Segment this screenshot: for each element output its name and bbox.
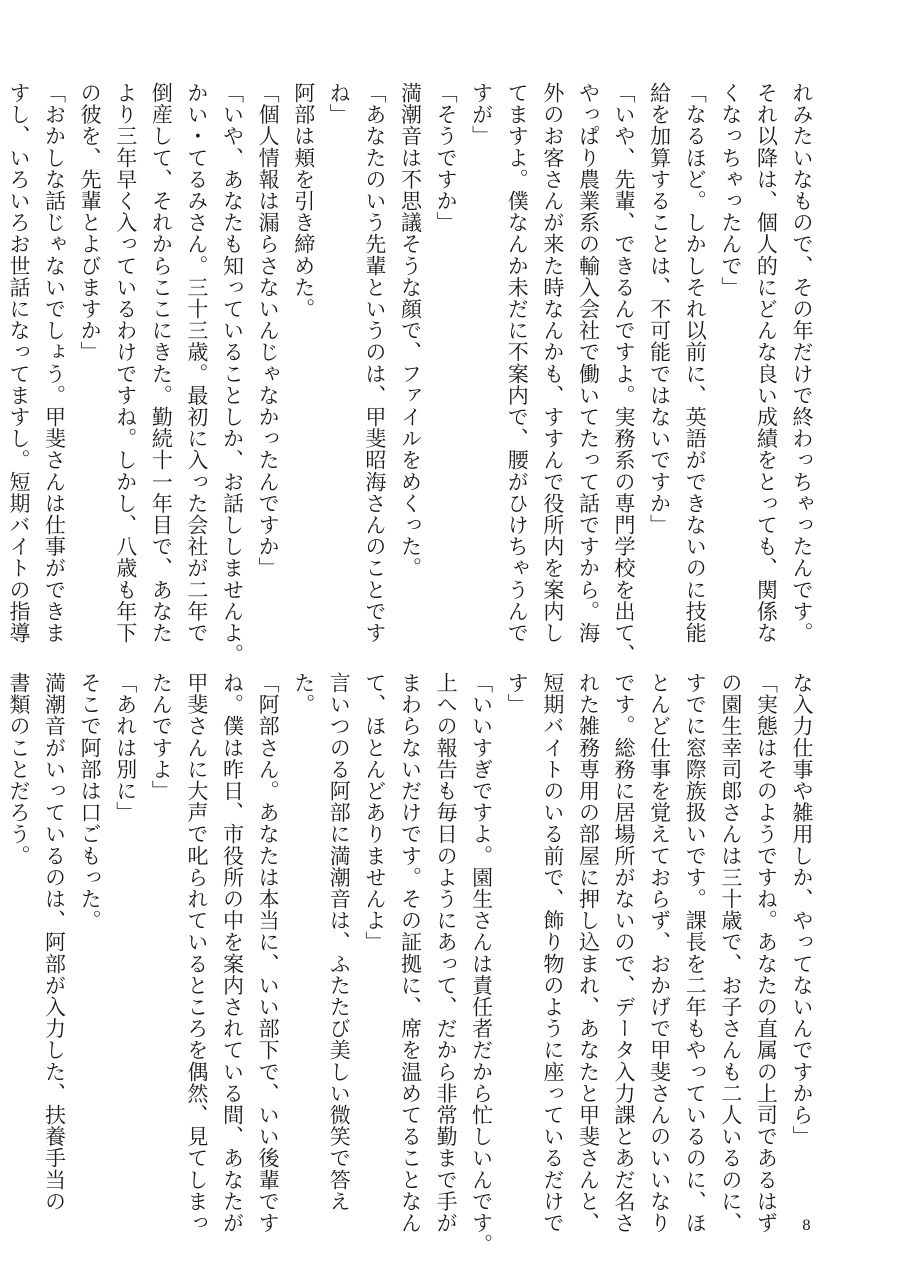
text-line: 「なるほど。しかしそれ以前に、英語ができないのに技能	[683, 82, 708, 644]
text-line: そこで阿部は口ごもった。	[78, 672, 103, 932]
text-line: 甲斐さんに大声で叱られているところを偶然、見てしまっ	[184, 672, 209, 1234]
text-line: 「実態はそのようですね。あなたの直属の上司であるはず	[754, 672, 779, 1234]
text-line: す」	[505, 672, 530, 716]
text-line: より三年早く入っているわけですね。しかし、八歳も年下	[113, 82, 138, 644]
text-line: ね」	[327, 82, 352, 126]
text-line: かい・てるみさん。三十三歳。最初に入った会社が二年で	[184, 82, 209, 644]
text-line: 「おかしな話じゃないでしょう。甲斐さんは仕事ができま	[42, 82, 67, 644]
text-line: の園生幸司郎さんは三十歳で、お子さんも二人いるのに、	[718, 672, 743, 1234]
text-line: たんですよ」	[149, 672, 174, 802]
text-line: て、ほとんどありませんよ」	[362, 672, 387, 953]
text-line: 「いや、あなたも知っていることしか、お話ししませんよ。	[220, 82, 245, 666]
text-line: 「あれは別に」	[113, 672, 138, 824]
lower-text-block	[6, 672, 819, 1256]
text-line: 「いいすぎですよ。園生さんは責任者だから忙しいんです。	[469, 672, 494, 1256]
text-line: 満潮音がいっているのは、阿部が入力した、扶養手当の	[42, 672, 67, 1212]
text-line: 給を加算することは、不可能ではないですか」	[647, 82, 672, 536]
page-number: 8	[802, 1218, 811, 1234]
text-line: 「個人情報は漏らさないんじゃなかったんですか」	[256, 82, 281, 579]
text-line: 短期バイトのいる前で、飾り物のように座っているだけで	[540, 672, 565, 1234]
text-line: の彼を、先輩とよびますか」	[78, 82, 103, 363]
text-line: まわらないだけです。その証拠に、席を温めてることなん	[398, 672, 423, 1234]
text-line: すが」	[469, 82, 494, 147]
text-line: てますよ。僕なんか未だに不案内で、腰がひけちゃうんで	[505, 82, 530, 644]
text-line: すでに窓際族扱いです。課長を二年もやっているのに、ほ	[683, 672, 708, 1234]
text-line: 倒産して、それからここにきた。勤続十一年目で、あなた	[149, 82, 174, 644]
text-line: 「いや、先輩、できるんですよ。実務系の専門学校を出て、	[612, 82, 637, 666]
text-line: 「阿部さん。あなたは本当に、いい部下で、いい後輩です	[256, 672, 281, 1234]
text-line: 阿部は頬を引き締めた。	[291, 82, 316, 320]
text-line: た。	[291, 672, 316, 716]
text-line: 外のお客さんが来た時なんかも、すすんで役所内を案内し	[540, 82, 565, 644]
text-line: ね。僕は昨日、市役所の中を案内されている間、あなたが	[220, 672, 245, 1234]
text-line: 「そうですか」	[434, 82, 459, 234]
text-line: 満潮音は不思議そうな顔で、ファイルをめくった。	[398, 82, 423, 579]
text-line: 上への報告も毎日のようにあって、だから非常勤まで手が	[434, 672, 459, 1234]
upper-text-block	[6, 82, 819, 666]
text-line: とんど仕事を覚えておらず、おかげで甲斐さんのいいなり	[647, 672, 672, 1234]
text-line: 書類のことだろう。	[6, 672, 31, 867]
text-line: れた雑務専用の部屋に押し込まれ、あなたと甲斐さんと、	[576, 672, 601, 1234]
text-line: すし、いろいろお世話になってますし。短期バイトの指導	[6, 82, 31, 644]
text-line: それ以降は、個人的にどんな良い成績をとっても、関係な	[754, 82, 779, 644]
text-line: な入力仕事や雑用しか、やってないんですから」	[790, 672, 814, 1148]
text-line: やっぱり農業系の輸入会社で働いてたって話ですから。海	[576, 82, 601, 644]
text-line: くなっちゃったんで」	[718, 82, 743, 298]
text-line: 言いつのる阿部に満潮音は、ふたたび美しい微笑で答え	[327, 672, 352, 1212]
text-line: れみたいなもので、その年だけで終わっちゃったんです。	[790, 82, 814, 644]
text-line: 「あなたのいう先輩というのは、甲斐昭海さんのことです	[362, 82, 387, 644]
text-line: です。総務に居場所がないので、データ入力課とあだ名さ	[612, 672, 637, 1234]
